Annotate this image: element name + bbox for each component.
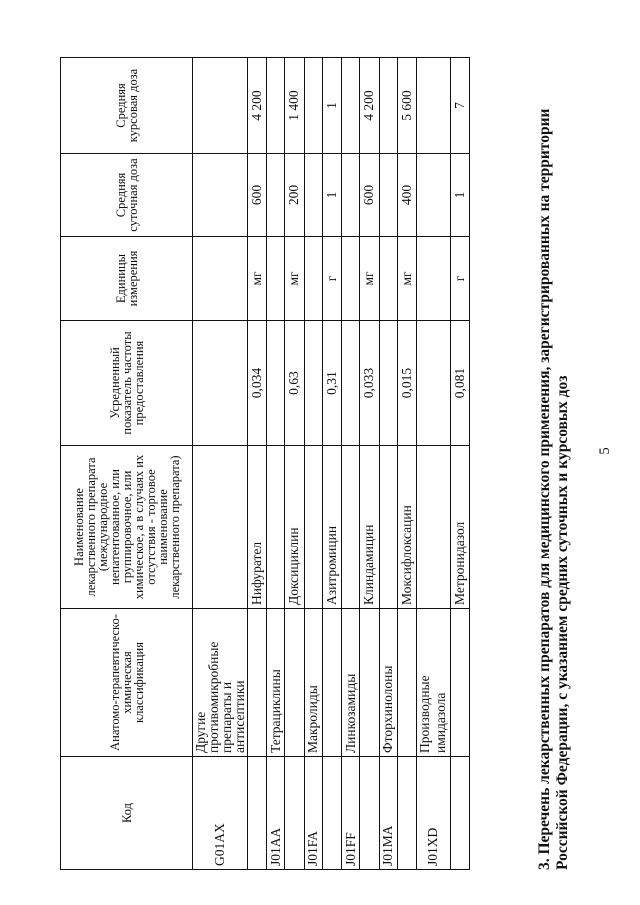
table-row [247,58,266,870]
table-row [285,58,304,870]
code-cell: J01FA [304,757,322,870]
unit-cell: мг [360,237,379,321]
table-row [304,58,322,870]
rate-cell: 0,31 [322,321,341,446]
header-name: Наименование лекарственного препарата (международное непатентованное, или группировочное, или химическое, а в случаях их отсутствия - торговое наименование лекарственного препарата) [61,446,193,609]
daily-cell: 1 [322,154,341,237]
course-cell: 5 600 [397,58,416,154]
rate-cell: 0,034 [247,321,266,446]
rate-cell: 0,015 [397,321,416,446]
table-row [267,58,285,870]
daily-cell: 400 [397,154,416,237]
code-cell: J01FF [342,757,360,870]
course-cell: 1 [322,58,341,154]
daily-cell: 200 [285,154,304,237]
document-heading [536,10,572,870]
code-cell: J01MA [379,757,397,870]
unit-cell: мг [397,237,416,321]
course-cell: 7 [450,58,469,154]
header-atc: Анатомо-терапевтическо-химическая классификация [61,609,193,757]
atc-cell: Фторхинолоны [379,609,397,757]
header-rate: Усредненный показатель частоты предоставления [61,321,193,446]
code-cell: J01XD [417,757,450,870]
table-row [193,58,248,870]
table-row [450,58,469,870]
drug-cell: Клиндамицин [360,446,379,609]
course-cell: 4 200 [360,58,379,154]
daily-cell: 1 [450,154,469,237]
table-row [397,58,416,870]
drug-cell: Доксициклин [285,446,304,609]
heading-line-2: Российской Федерации, с указанием средних суточных и курсовых доз [554,375,571,870]
page-number: 5 [597,447,613,455]
rate-cell: 0,081 [450,321,469,446]
course-cell: 4 200 [247,58,266,154]
table-row [342,58,360,870]
atc-cell: Другие противомикробные препараты и антисептики [193,609,248,757]
unit-cell: г [450,237,469,321]
header-daily: Средняя суточная доза [61,154,193,237]
header-code: Код [61,757,193,870]
table-row [360,58,379,870]
rate-cell: 0,63 [285,321,304,446]
atc-cell: Линкозамиды [342,609,360,757]
unit-cell: мг [285,237,304,321]
table-row [379,58,397,870]
drug-cell: Метронидазол [450,446,469,609]
course-cell: 1 400 [285,58,304,154]
drug-cell: Азитромицин [322,446,341,609]
unit-cell: мг [247,237,266,321]
code-cell: J01AA [267,757,285,870]
drug-cell: Нифурател [247,446,266,609]
rate-cell: 0,033 [360,321,379,446]
unit-cell: г [322,237,341,321]
atc-cell: Макролиды [304,609,322,757]
header-course: Средняя курсовая доза [61,58,193,154]
daily-cell: 600 [247,154,266,237]
atc-cell: Тетрациклины [267,609,285,757]
atc-cell: Производные имидазола [417,609,450,757]
daily-cell: 600 [360,154,379,237]
drug-cell: Моксифлоксацин [397,446,416,609]
table-row [417,58,450,870]
table-row [322,58,341,870]
header-unit: Единицы измерения [61,237,193,321]
drug-table [60,57,470,870]
heading-line-1: 3. Перечень лекарственных препаратов для медицинского применения, зарегистрированных на территории [536,108,553,870]
code-cell: G01AX [193,757,248,870]
